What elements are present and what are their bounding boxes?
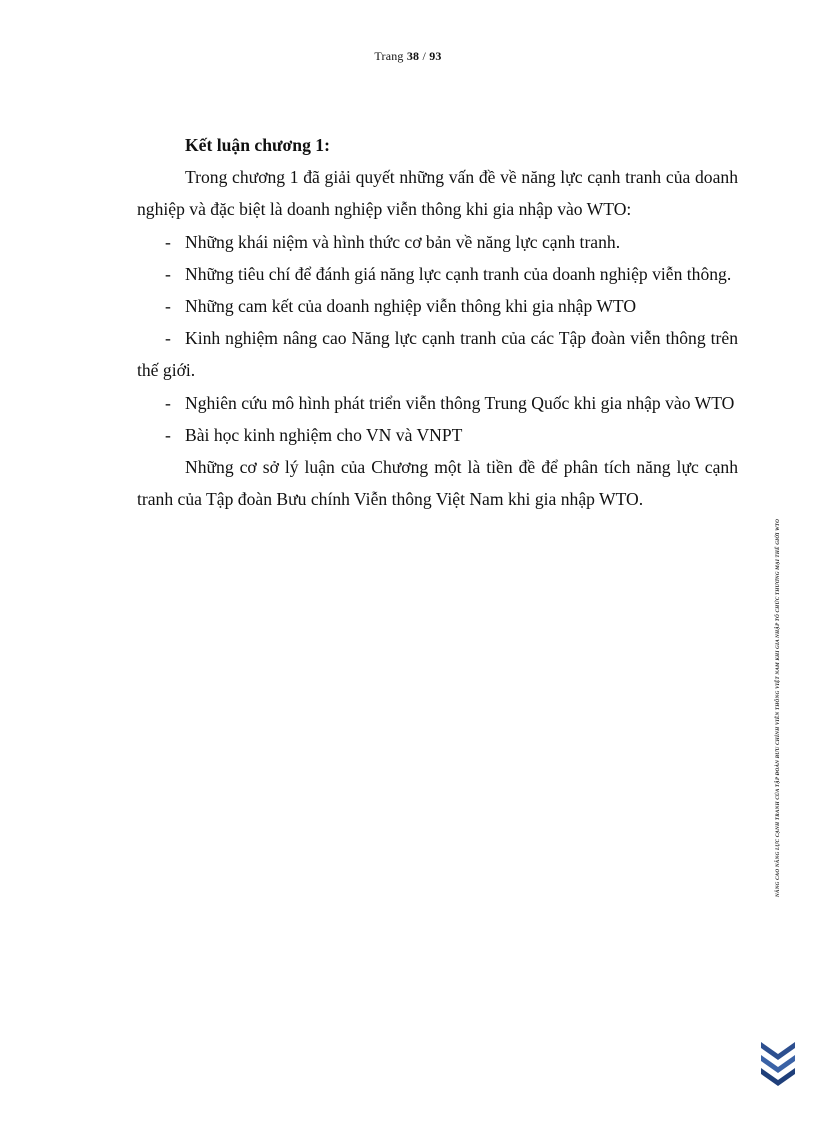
bullet-text: Những tiêu chí để đánh giá năng lực cạnh tranh của doanh nghiệp viễn thông. — [185, 263, 732, 284]
bullet-dash: - — [165, 392, 171, 413]
bullet-text: Kinh nghiệm nâng cao Năng lực cạnh tranh của các Tập đoàn viễn thông trên thế giới. — [137, 328, 738, 381]
bullet-dash: - — [165, 231, 171, 252]
bullet-item — [137, 258, 738, 290]
conclusion-paragraph: Những cơ sở lý luận của Chương một là tiền đề để phân tích năng lực cạnh tranh của Tập đoàn Bưu chính Viễn thông Việt Nam khi gia nhập WTO. — [137, 457, 738, 510]
page-total: 93 — [429, 49, 442, 63]
triple-chevron-down-icon — [759, 1040, 797, 1090]
vertical-document-title — [770, 430, 786, 985]
intro-paragraph: Trong chương 1 đã giải quyết những vấn đề về năng lực cạnh tranh của doanh nghiệp và đặc biệt là doanh nghiệp viễn thông khi gia nhập vào WTO: — [137, 167, 738, 220]
bullet-item — [137, 387, 738, 419]
vertical-title-text: NÂNG CAO NĂNG LỰC CẠNH TRANH CỦA TẬP ĐOÀN BƯU CHÍNH VIỄN THÔNG VIỆT NAM KHI GIA NHẬP TỔ CHỨC THƯƠNG MẠI THẾ GIỚI WTO — [775, 518, 782, 897]
bullet-dash: - — [165, 328, 171, 349]
bullet-text: Những cam kết của doanh nghiệp viễn thông khi gia nhập WTO — [185, 296, 637, 317]
page-prefix: Trang — [374, 49, 404, 63]
bullet-item — [137, 419, 738, 451]
bullet-item — [137, 322, 738, 386]
page-separator: / — [422, 49, 426, 63]
chevron-top — [761, 1042, 795, 1060]
section-heading: Kết luận chương 1: — [185, 135, 330, 155]
bullet-item — [137, 226, 738, 258]
bullet-dash: - — [165, 424, 171, 445]
bullet-text: Bài học kinh nghiệm cho VN và VNPT — [185, 424, 463, 445]
bullet-dash: - — [165, 296, 171, 317]
bullet-text: Những khái niệm và hình thức cơ bản về năng lực cạnh tranh. — [185, 231, 621, 252]
bullet-item — [137, 290, 738, 322]
page-current: 38 — [406, 49, 420, 63]
bullet-dash: - — [165, 263, 171, 284]
page-number — [0, 49, 816, 63]
document-body — [137, 129, 738, 515]
bullet-text: Nghiên cứu mô hình phát triển viễn thông Trung Quốc khi gia nhập vào WTO — [185, 392, 735, 413]
